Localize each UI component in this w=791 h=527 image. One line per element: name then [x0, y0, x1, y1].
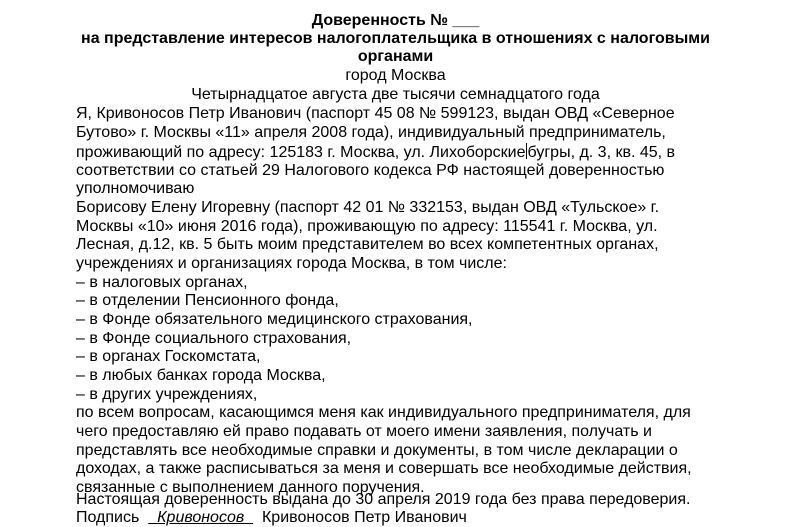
list-item: – в налоговых органах,: [76, 274, 248, 291]
signature-label: Подпись: [76, 509, 140, 526]
signature-value: [148, 509, 253, 526]
list-item: – в отделении Пенсионного фонда,: [76, 292, 339, 309]
list-item: – в Фонде обязательного медицинского страхования,: [76, 311, 473, 328]
signature-line: [76, 509, 467, 527]
text-line: соответствии со статьей 29 Налогового кодекса РФ настоящей доверенностью: [76, 162, 665, 179]
doc-title: Доверенность № ___: [311, 12, 480, 29]
text-line: по всем вопросам, касающимся меня как индивидуального предпринимателя, для: [76, 404, 691, 421]
validity-line: Настоящая доверенность выдана до 30 апреля 2019 года без права передоверия.: [76, 491, 691, 508]
text-line: уполномочиваю: [76, 180, 195, 197]
text-line: учреждениях и организациях города Москва, в том числе:: [76, 255, 507, 272]
text-cursor: [526, 143, 527, 159]
doc-date: Четырнадцатое августа две тысячи семнадцатого года: [191, 86, 600, 103]
doc-subtitle-cont: органами: [357, 48, 434, 65]
text-segment: проживающий по адресу: 125183 г. Москва, ул. Лихоборские: [76, 144, 526, 161]
doc-city: город Москва: [345, 67, 446, 84]
list-item: – в Фонде социального страхования,: [76, 330, 352, 347]
text-line: Борисову Елену Игоревну (паспорт 42 01 № 332153, выдан ОВД «Тульское» г.: [76, 199, 660, 216]
list-item: – в любых банках города Москва,: [76, 367, 326, 384]
text-line: чего предоставляю ей право подавать от моего имени заявления, получать и: [76, 423, 652, 440]
list-item: – в органах Госкомстата,: [76, 348, 261, 365]
text-line: [76, 143, 675, 162]
text-line: Москвы «10» июня 2016 года), проживающую по адресу: 115541 г. Москва, ул.: [76, 218, 658, 235]
text-line: связанные с выполнением данного поручения.: [76, 479, 425, 496]
doc-subtitle: на представление интересов налогоплательщика в отношениях с налоговыми: [81, 30, 710, 47]
text-line: Я, Кривоносов Петр Иванович (паспорт 45 08 № 599123, выдан ОВД «Северное: [76, 105, 675, 122]
text-segment: бугры, д. 3, кв. 45, в: [527, 144, 676, 161]
signature-text: Кривоносов: [157, 509, 245, 526]
text-line: представлять все необходимые справки и документы, в том числе декларации о: [76, 442, 678, 459]
text-line: Лесная, д.12, кв. 5 быть моим представителем во всех компетентных органах,: [76, 236, 659, 253]
text-line: Бутово» г. Москвы «11» апреля 2008 года), индивидуальный предприниматель,: [76, 124, 666, 141]
signature-name: Кривоносов Петр Иванович: [261, 509, 467, 526]
text-line: доходах, а также расписываться за меня и совершать все необходимые действия,: [76, 460, 692, 477]
list-item: – в других учреждениях,: [76, 386, 258, 403]
